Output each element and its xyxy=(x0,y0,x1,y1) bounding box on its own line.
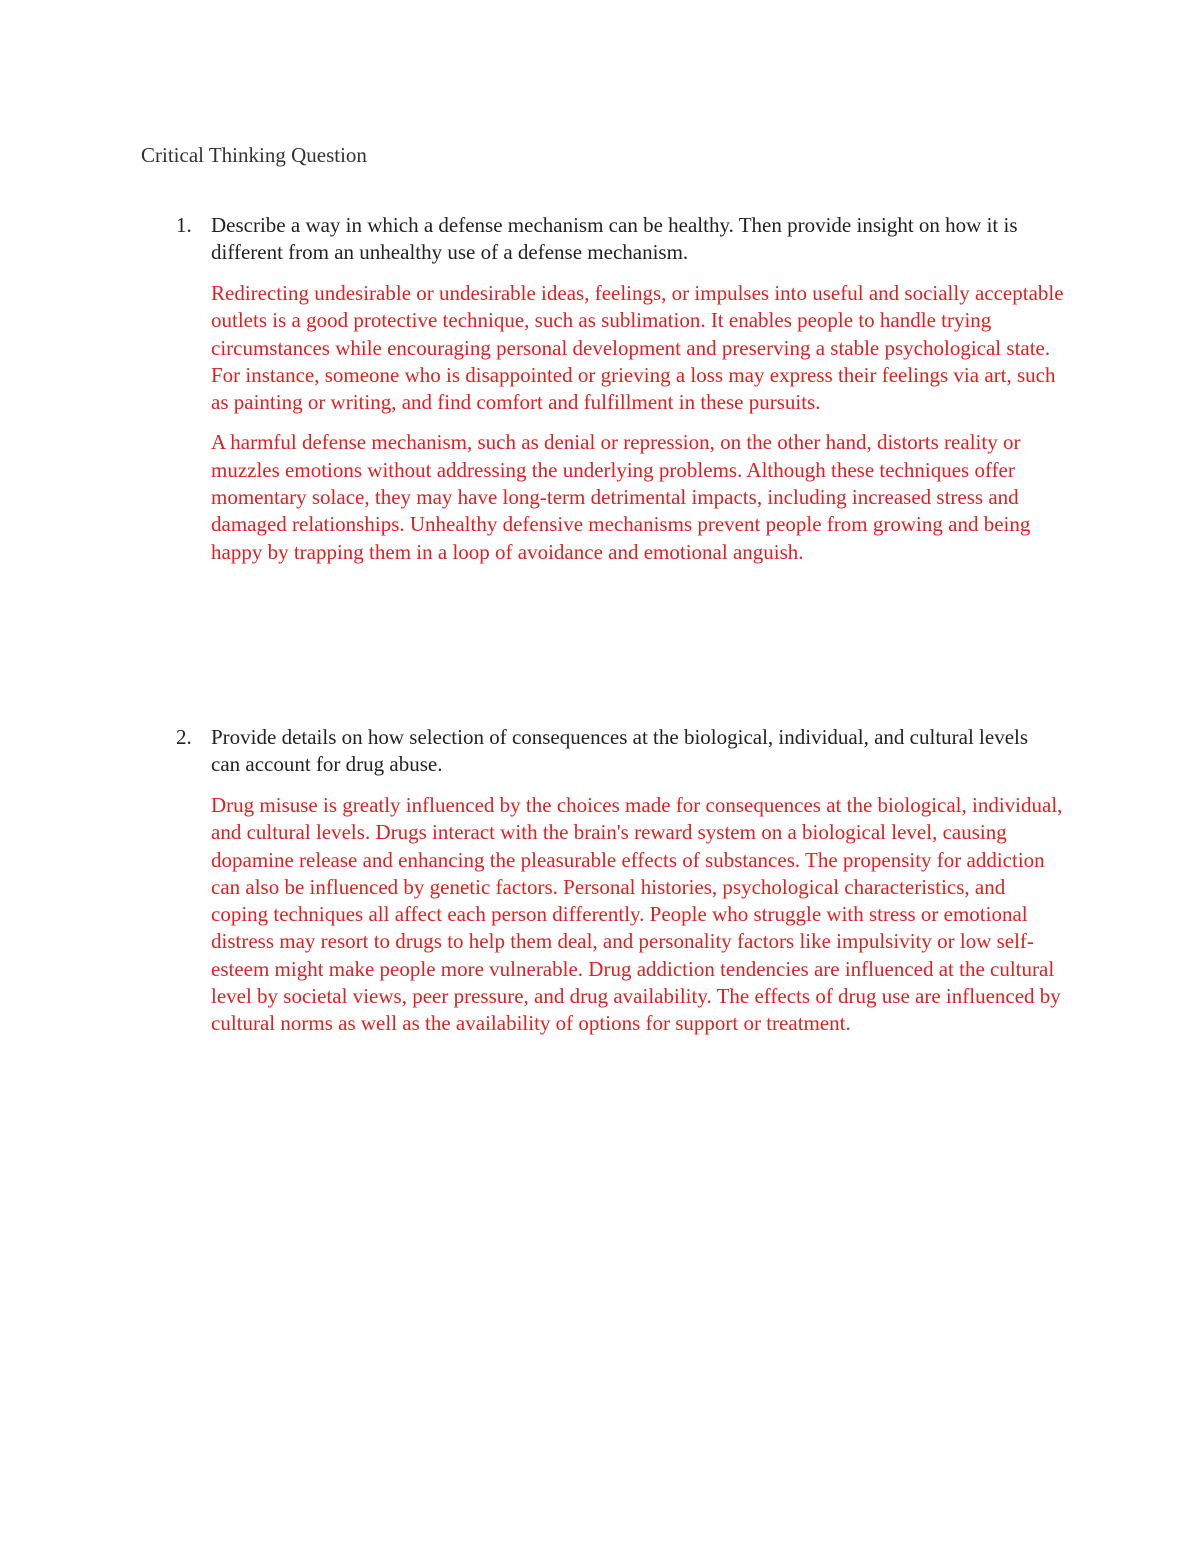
answer-paragraph: A harmful defense mechanism, such as denial or repression, on the other hand, distorts reality or muzzles emotions without addressing the underlying problems. Although these techniques offer momentary solace, they may have long-term detrimental impacts, including increased stress and damaged relationships. Unhealthy defensive mechanisms prevent people from growing and being happy by trapping them in a loop of avoidance and emotional anguish. xyxy=(211,430,1031,564)
question-1 xyxy=(176,212,1066,566)
question-number: 1. xyxy=(176,213,192,237)
question-2 xyxy=(176,724,1066,1038)
question-number: 2. xyxy=(176,725,192,749)
question-prompt: Provide details on how selection of consequences at the biological, individual, and cultural levels can account for drug abuse. xyxy=(211,725,1029,776)
document-title: Critical Thinking Question xyxy=(141,143,367,167)
answer-paragraph: Drug misuse is greatly influenced by the choices made for consequences at the biological, individual, and cultural levels. Drugs interact with the brain's reward system on a biological level, causing dopamine release and enhancing the pleasurable effects of substances. The propensity for addiction can also be influenced by genetic factors. Personal histories, psychological characteristics, and coping techniques all affect each person differently. People who struggle with stress or emotional distress may resort to drugs to help them deal, and personality factors like impulsivity or low self-esteem might make people more vulnerable. Drug addiction tendencies are influenced at the cultural level by societal views, peer pressure, and drug availability. The effects of drug use are influenced by cultural norms as well as the availability of options for support or treatment. xyxy=(211,793,1063,1036)
answer-paragraph: Redirecting undesirable or undesirable ideas, feelings, or impulses into useful and socially acceptable outlets is a good protective technique, such as sublimation. It enables people to handle trying circumstances while encouraging personal development and preserving a stable psychological state. For instance, someone who is disappointed or grieving a loss may express their feelings via art, such as painting or writing, and find comfort and fulfillment in these pursuits. xyxy=(211,281,1064,415)
question-prompt: Describe a way in which a defense mechanism can be healthy. Then provide insight on how it is different from an unhealthy use of a defense mechanism. xyxy=(211,213,1018,264)
